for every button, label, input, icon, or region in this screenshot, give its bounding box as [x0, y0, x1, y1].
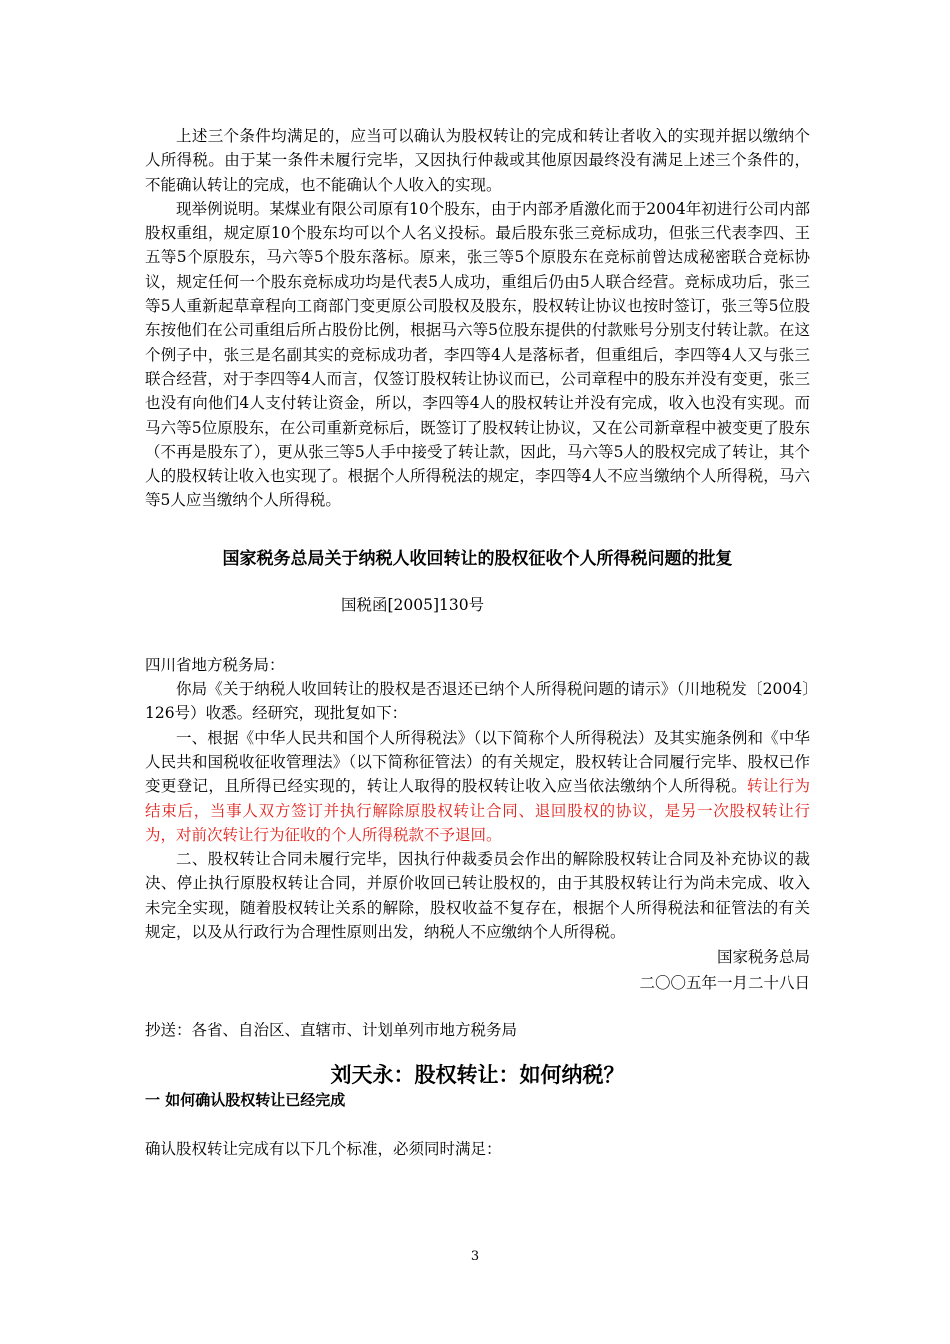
section-heading: 一 如何确认股权转让已经完成	[145, 1090, 346, 1109]
page-number: 3	[470, 1249, 480, 1264]
notice-date: 二〇〇五年一月二十八日	[639, 974, 810, 993]
article-title: 刘天永：股权转让：如何纳税？	[330, 1062, 625, 1087]
notice-item-1-highlight: 转让行为结束后，当事人双方签订并执行解除原股权转让合同、退回股权的协议，是另一次股权转让行为，对前次转让行为征收的个人所得税款不予退回。	[145, 777, 810, 844]
notice-cc: 抄送：各省、自治区、直辖市、计划单列市地方税务局	[145, 1021, 518, 1040]
notice-title: 国家税务总局关于纳税人收回转让的股权征收个人所得税问题的批复	[222, 548, 733, 569]
notice-recipient: 四川省地方税务局：	[145, 655, 285, 674]
notice-item-1	[145, 726, 810, 847]
notice-item-1-text: 一、根据《中华人民共和国个人所得税法》（以下简称个人所得税法）及其实施条例和《中华人民共和国税收征收管理法》（以下简称征管法）的有关规定，股权转让合同履行完毕、股权已作变更登记，且所得已经实现的，转让人取得的股权转让收入应当依法缴纳个人所得税。	[145, 728, 810, 796]
notice-intro: 你局《关于纳税人收回转让的股权是否退还已纳个人所得税问题的请示》（川地税发〔2004〕126号）收悉。经研究，现批复如下：	[145, 680, 810, 723]
paragraph-example: 现举例说明。某煤业有限公司原有10个股东，由于内部矛盾激化而于2004年初进行公司内部股权重组，规定原10个股东均可以个人名义投标。最后股东张三竞标成功，但张三代表李四、王五等5个原股东，马六等5个股东落标。原来，张三等5个原股东在竞标前曾达成秘密联合竞标协议，规定任何一个股东竞标成功均是代表5人成功，重组后仍由5人联合经营。竞标成功后，张三等5人重新起草章程向工商部门变更原公司股权及股东，股权转让协议也按时签订，张三等5位股东按他们在公司重组后所占股份比例，根据马六等5位股东提供的付款账号分别支付转让款。在这个例子中，张三是名副其实的竞标成功者，李四等4人是落标者，但重组后，李四等4人又与张三联合经营，对于李四等4人而言，仅签订股权转让协议而已，公司章程中的股东并没有变更，张三也没有向他们4人支付转让资金，所以，李四等4人的股权转让并没有完成，收入也没有实现。而马六等5位原股东，在公司重新竞标后，既签订了股权转让协议，又在公司新章程中被变更了股东（不再是股东了），更从张三等5人手中接受了转让款，因此，马六等5人的股权完成了转让，其个人的股权转让收入也实现了。根据个人所得税法的规定，李四等4人不应当缴纳个人所得税，马六等5人应当缴纳个人所得税。	[145, 199, 810, 510]
paragraph-conditions: 上述三个条件均满足的，应当可以确认为股权转让的完成和转让者收入的实现并据以缴纳个人所得税。由于某一条件未履行完毕，又因执行仲裁或其他原因最终没有满足上述三个条件的，不能确认转让的完成，也不能确认个人收入的实现。	[145, 127, 810, 194]
notice-number: 国税函[2005]130号	[341, 595, 485, 614]
section-intro: 确认股权转让完成有以下几个标准，必须同时满足：	[145, 1139, 502, 1158]
notice-issuer: 国家税务总局	[716, 948, 810, 967]
document-body	[145, 124, 810, 1161]
notice-item-2: 二、股权转让合同未履行完毕，因执行仲裁委员会作出的解除股权转让合同及补充协议的裁决、停止执行原股权转让合同，并原价收回已转让股权的，由于其股权转让行为尚未完成、收入未完全实现，随着股权转让关系的解除，股权收益不复存在，根据个人所得税法和征管法的有关规定，以及从行政行为合理性原则出发，纳税人不应缴纳个人所得税。	[145, 850, 810, 942]
